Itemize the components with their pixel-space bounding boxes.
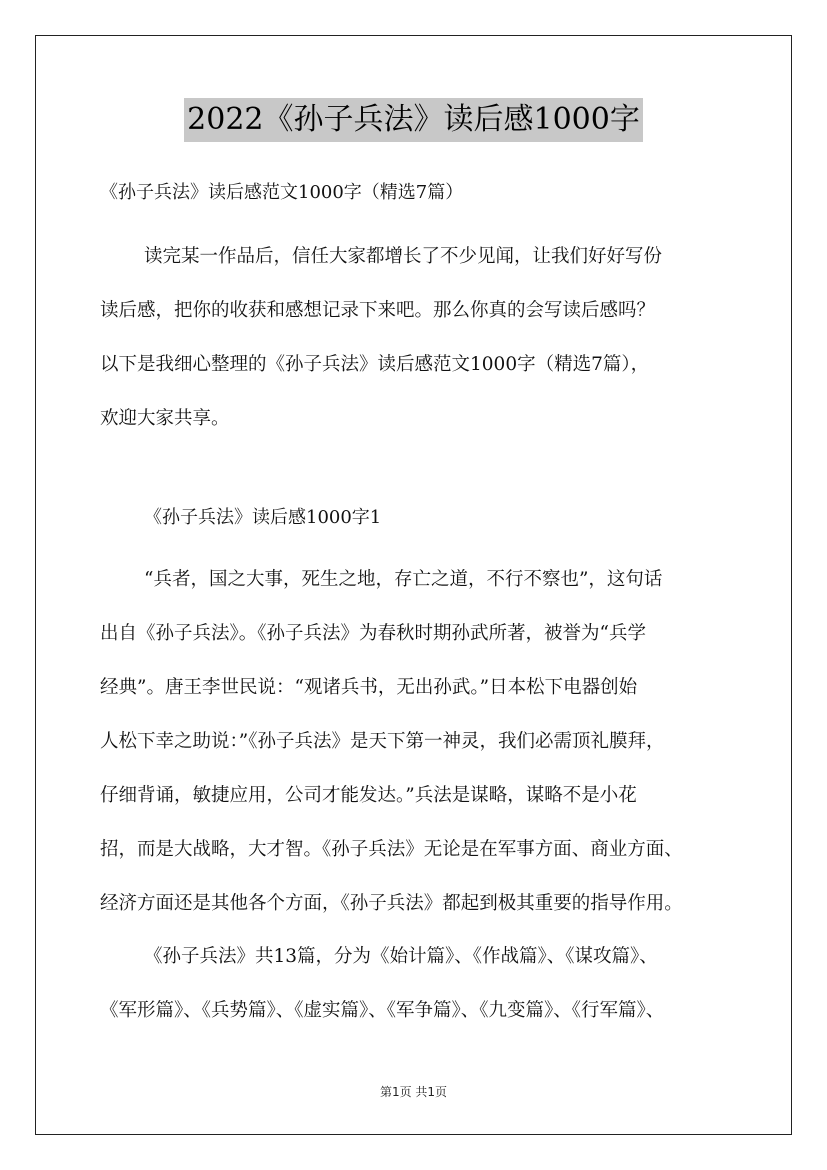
body-line: 经典”。唐王李世民说：“观诸兵书，无出孙武。”日本松下电器创始 — [100, 677, 638, 698]
document-title: 2022《孙子兵法》读后感1000字 — [184, 98, 643, 142]
page-footer: 第1页 共1页 — [379, 1085, 448, 1099]
section-heading: 《孙子兵法》读后感1000字1 — [144, 507, 382, 528]
intro-line: 读后感，把你的收获和感想记录下来吧。那么你真的会写读后感吗？ — [100, 300, 656, 321]
title-container — [0, 98, 827, 142]
body-line: “兵者，国之大事，死生之地，存亡之道，不行不察也”，这句话 — [144, 569, 663, 590]
intro-line: 以下是我细心整理的《孙子兵法》读后感范文1000字（精选7篇）， — [100, 354, 650, 375]
intro-line: 读完某一作品后，信任大家都增长了不少见闻，让我们好好写份 — [144, 246, 663, 267]
body-line: 招，而是大战略，大才智。《孙子兵法》无论是在军事方面、商业方面、 — [100, 839, 683, 860]
body-line: 仔细背诵，敏捷应用，公司才能发达。”兵法是谋略，谋略不是小花 — [100, 785, 637, 806]
body-line: 出自《孙子兵法》。《孙子兵法》为春秋时期孙武所著，被誉为“兵学 — [100, 623, 646, 644]
body-line: 《孙子兵法》共13篇，分为《始计篇》、《作战篇》、《谋攻篇》、 — [144, 946, 658, 967]
body-line: 人松下幸之助说：”《孙子兵法》是天下第一神灵，我们必需顶礼膜拜， — [100, 731, 665, 752]
body-line: 经济方面还是其他各个方面，《孙子兵法》都起到极其重要的指导作用。 — [100, 893, 683, 914]
intro-line: 欢迎大家共享。 — [100, 408, 230, 429]
body-line: 《军形篇》、《兵势篇》、《虚实篇》、《军争篇》、《九变篇》、《行军篇》、 — [100, 1000, 665, 1021]
body-paragraph-2 — [100, 930, 740, 1038]
body-paragraph-1 — [100, 553, 740, 931]
intro-paragraph — [100, 230, 740, 446]
document-subtitle: 《孙子兵法》读后感范文1000字（精选7篇） — [100, 182, 464, 203]
